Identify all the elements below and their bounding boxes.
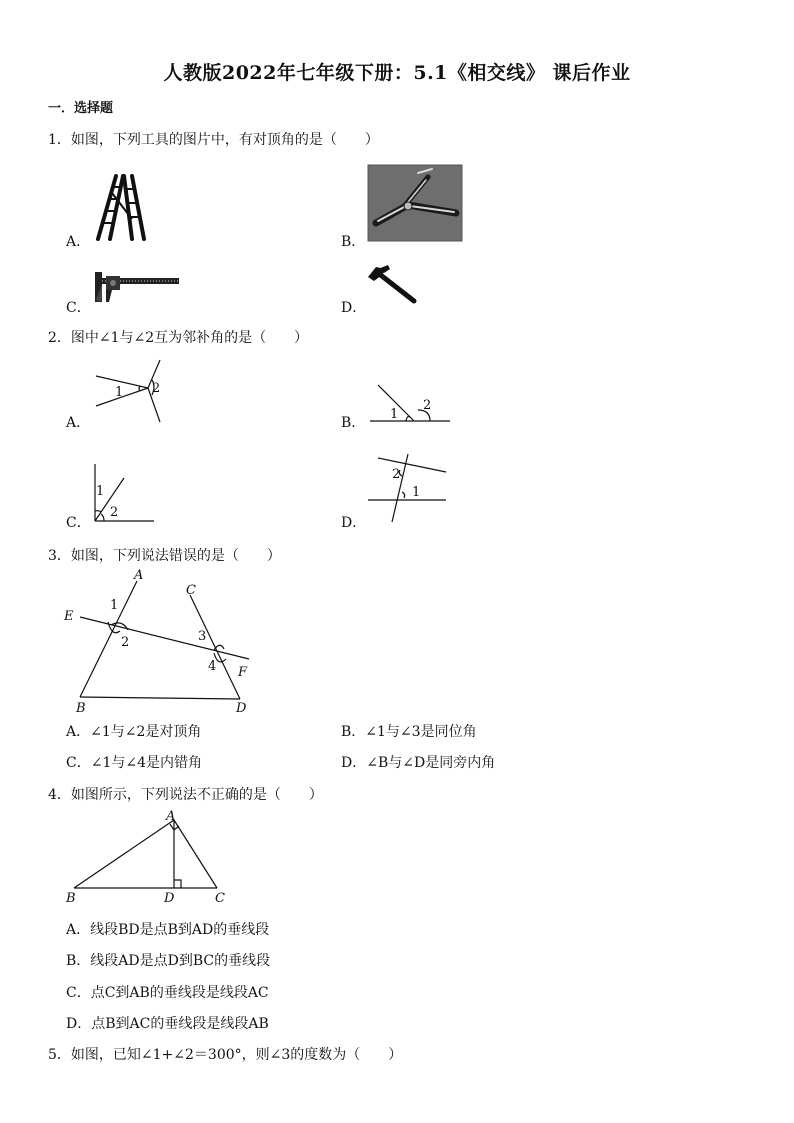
page-title: 人教版2022年七年级下册：5.1《相交线》 课后作业 bbox=[163, 62, 631, 84]
section-heading: 一．选择题 bbox=[48, 101, 114, 116]
ladder-icon bbox=[92, 173, 152, 243]
q3-option-b[interactable]: B．∠1与∠3是同位角 bbox=[341, 724, 477, 740]
q1-option-a-label[interactable]: A． bbox=[66, 234, 91, 250]
q1-stem: 1．如图，下列工具的图片中，有对顶角的是（ ） bbox=[48, 132, 379, 148]
q3-point-a-label: A bbox=[134, 568, 144, 583]
q4-point-a-label: A bbox=[166, 809, 176, 824]
q2-option-a-label[interactable]: A． bbox=[66, 415, 91, 431]
q4-stem: 4．如图所示，下列说法不正确的是（ ） bbox=[48, 787, 323, 803]
q4-option-d[interactable]: D．点B到AC的垂线段是线段AB bbox=[66, 1016, 269, 1032]
q3-point-c-label: C bbox=[186, 583, 196, 598]
q2a-angle-1-label: 1 bbox=[115, 385, 124, 400]
q1-option-c-label[interactable]: C． bbox=[66, 300, 91, 316]
q2b-angle-1-label: 1 bbox=[390, 407, 399, 422]
q4-option-b[interactable]: B．线段AD是点D到BC的垂线段 bbox=[66, 953, 271, 969]
q4-option-a[interactable]: A．线段BD是点B到AD的垂线段 bbox=[66, 922, 270, 938]
q2c-angle-1-label: 1 bbox=[96, 484, 105, 499]
q2d-angle-1-label: 1 bbox=[412, 485, 421, 500]
q2-option-b-label[interactable]: B． bbox=[341, 415, 366, 431]
q3-stem: 3．如图，下列说法错误的是（ ） bbox=[48, 548, 281, 564]
q2-figure-b bbox=[368, 382, 452, 426]
q3-angle-4-label: 4 bbox=[208, 659, 217, 674]
q4-point-b-label: B bbox=[66, 891, 76, 906]
q3-point-e-label: E bbox=[64, 609, 74, 624]
q3-figure bbox=[62, 567, 262, 717]
q3-angle-1-label: 1 bbox=[110, 598, 119, 613]
q3-point-b-label: B bbox=[76, 701, 86, 716]
q1-option-b-label[interactable]: B． bbox=[341, 234, 366, 250]
q2-stem: 2．图中∠1与∠2互为邻补角的是（ ） bbox=[48, 330, 309, 346]
caliper-icon bbox=[92, 268, 182, 306]
hammer-icon bbox=[366, 263, 420, 307]
q2-figure-d bbox=[368, 448, 448, 524]
q4-option-c[interactable]: C．点C到AB的垂线段是线段AC bbox=[66, 985, 269, 1001]
q3-option-c[interactable]: C．∠1与∠4是内错角 bbox=[66, 755, 202, 771]
q2a-angle-2-label: 2 bbox=[152, 381, 161, 396]
q2d-angle-2-label: 2 bbox=[392, 467, 401, 482]
q3-option-d[interactable]: D．∠B与∠D是同旁内角 bbox=[341, 755, 496, 771]
q5-stem: 5．如图，已知∠1+∠2＝300°，则∠3的度数为（ ） bbox=[48, 1047, 403, 1063]
q2b-angle-2-label: 2 bbox=[423, 398, 432, 413]
q4-point-d-label: D bbox=[164, 891, 175, 906]
q3-option-a[interactable]: A．∠1与∠2是对顶角 bbox=[66, 724, 202, 740]
q3-angle-3-label: 3 bbox=[198, 629, 207, 644]
q2-figure-a bbox=[92, 352, 192, 424]
q1-option-d-label[interactable]: D． bbox=[341, 300, 367, 316]
q4-figure bbox=[64, 808, 234, 908]
q2c-angle-2-label: 2 bbox=[110, 505, 119, 520]
q2-option-c-label[interactable]: C． bbox=[66, 515, 91, 531]
q3-angle-2-label: 2 bbox=[121, 635, 130, 650]
pliers-icon bbox=[368, 165, 462, 241]
q3-point-d-label: D bbox=[236, 701, 247, 716]
q2-option-d-label[interactable]: D． bbox=[341, 515, 367, 531]
q2-figure-c bbox=[92, 462, 156, 524]
q3-point-f-label: F bbox=[238, 665, 248, 680]
q4-point-c-label: C bbox=[215, 891, 225, 906]
